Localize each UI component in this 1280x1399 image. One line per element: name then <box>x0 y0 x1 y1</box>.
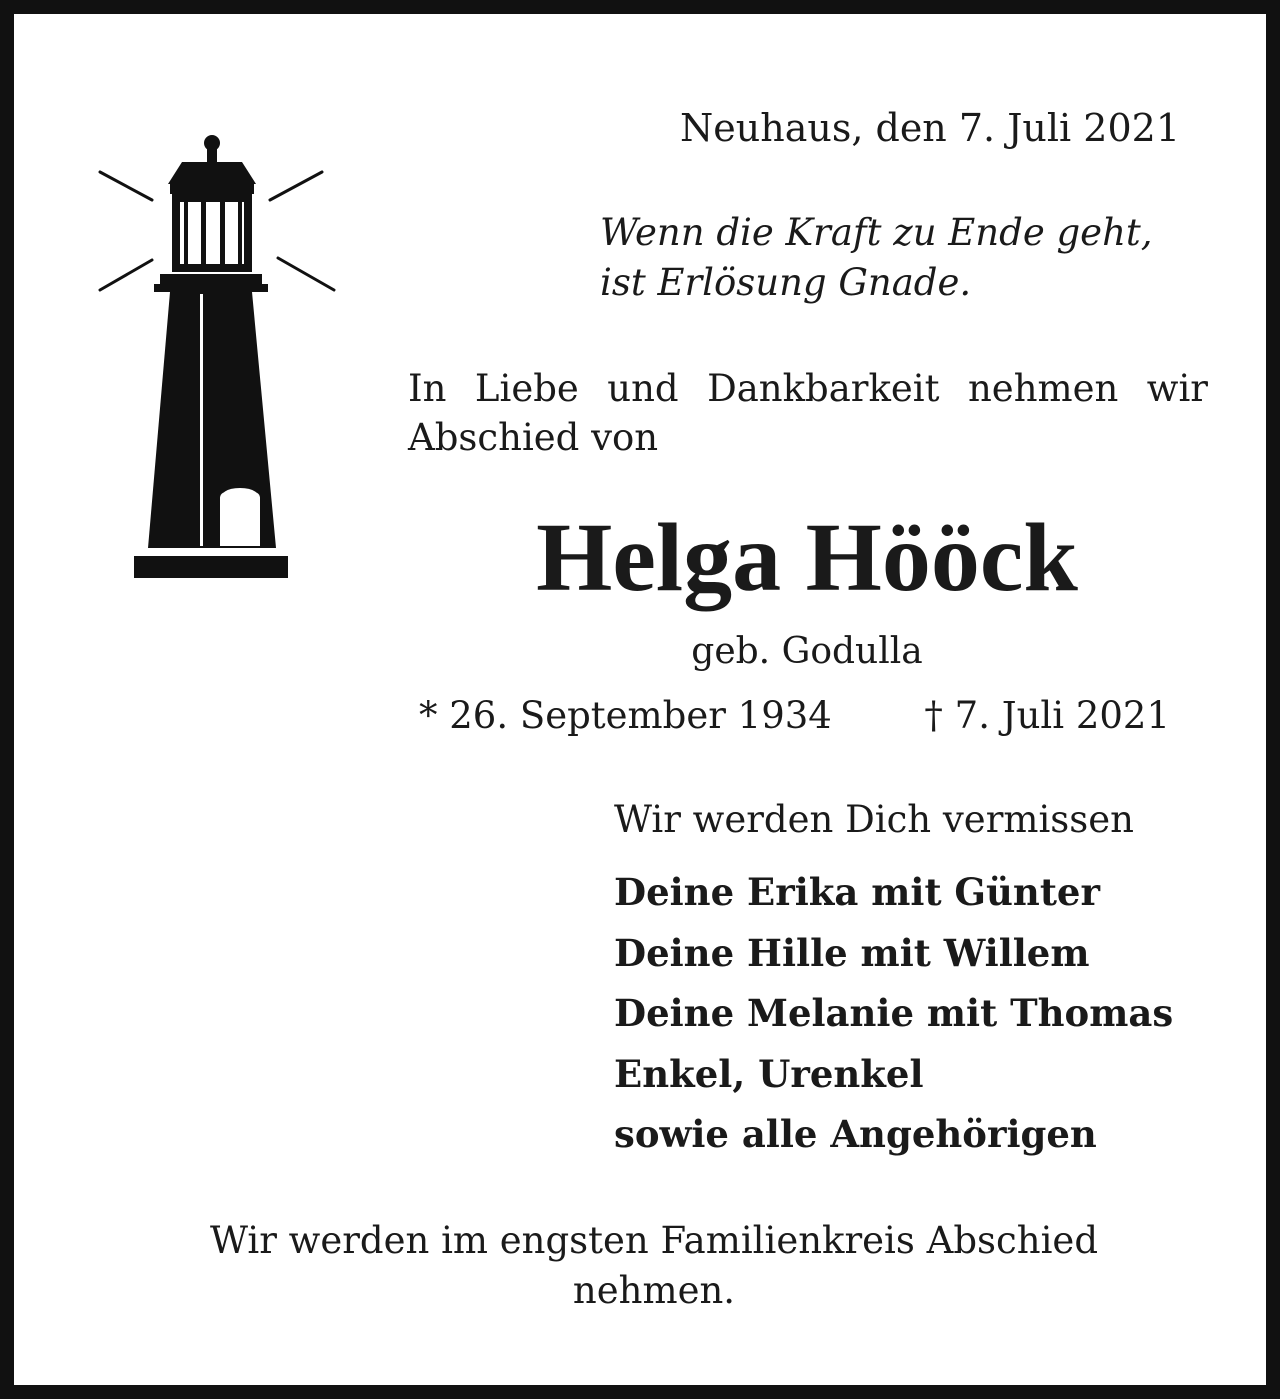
verse-line: Wenn die Kraft zu Ende geht, <box>600 211 1153 254</box>
mourner-line: sowie alle Angehörigen <box>614 1112 1097 1156</box>
mourner-line: Deine Erika mit Günter <box>614 870 1100 914</box>
death-date: † 7. Juli 2021 <box>924 694 1170 737</box>
miss-line: Wir werden Dich vermissen <box>614 798 1135 841</box>
birth-date: * 26. September 1934 <box>419 694 832 737</box>
mourner-line: Enkel, Urenkel <box>614 1051 924 1096</box>
closing-text <box>14 1216 1280 1316</box>
closing-line: Wir werden im engsten Familienkreis Abschied <box>210 1219 1098 1262</box>
intro-text: In Liebe und Dankbarkeit nehmen wir Abschied von <box>408 367 1208 459</box>
deceased-name: Helga Hööck <box>536 504 1078 612</box>
closing-line: nehmen. <box>572 1269 736 1312</box>
mourner-line: Deine Melanie mit Thomas <box>614 991 1174 1035</box>
mourners-list <box>614 862 1173 1165</box>
verse <box>600 208 1153 308</box>
verse-line: ist Erlösung Gnade. <box>600 261 972 304</box>
mourner-line: Deine Hille mit Willem <box>614 930 1090 975</box>
place-date: Neuhaus, den 7. Juli 2021 <box>680 106 1180 150</box>
maiden-name: geb. Godulla <box>691 631 923 672</box>
